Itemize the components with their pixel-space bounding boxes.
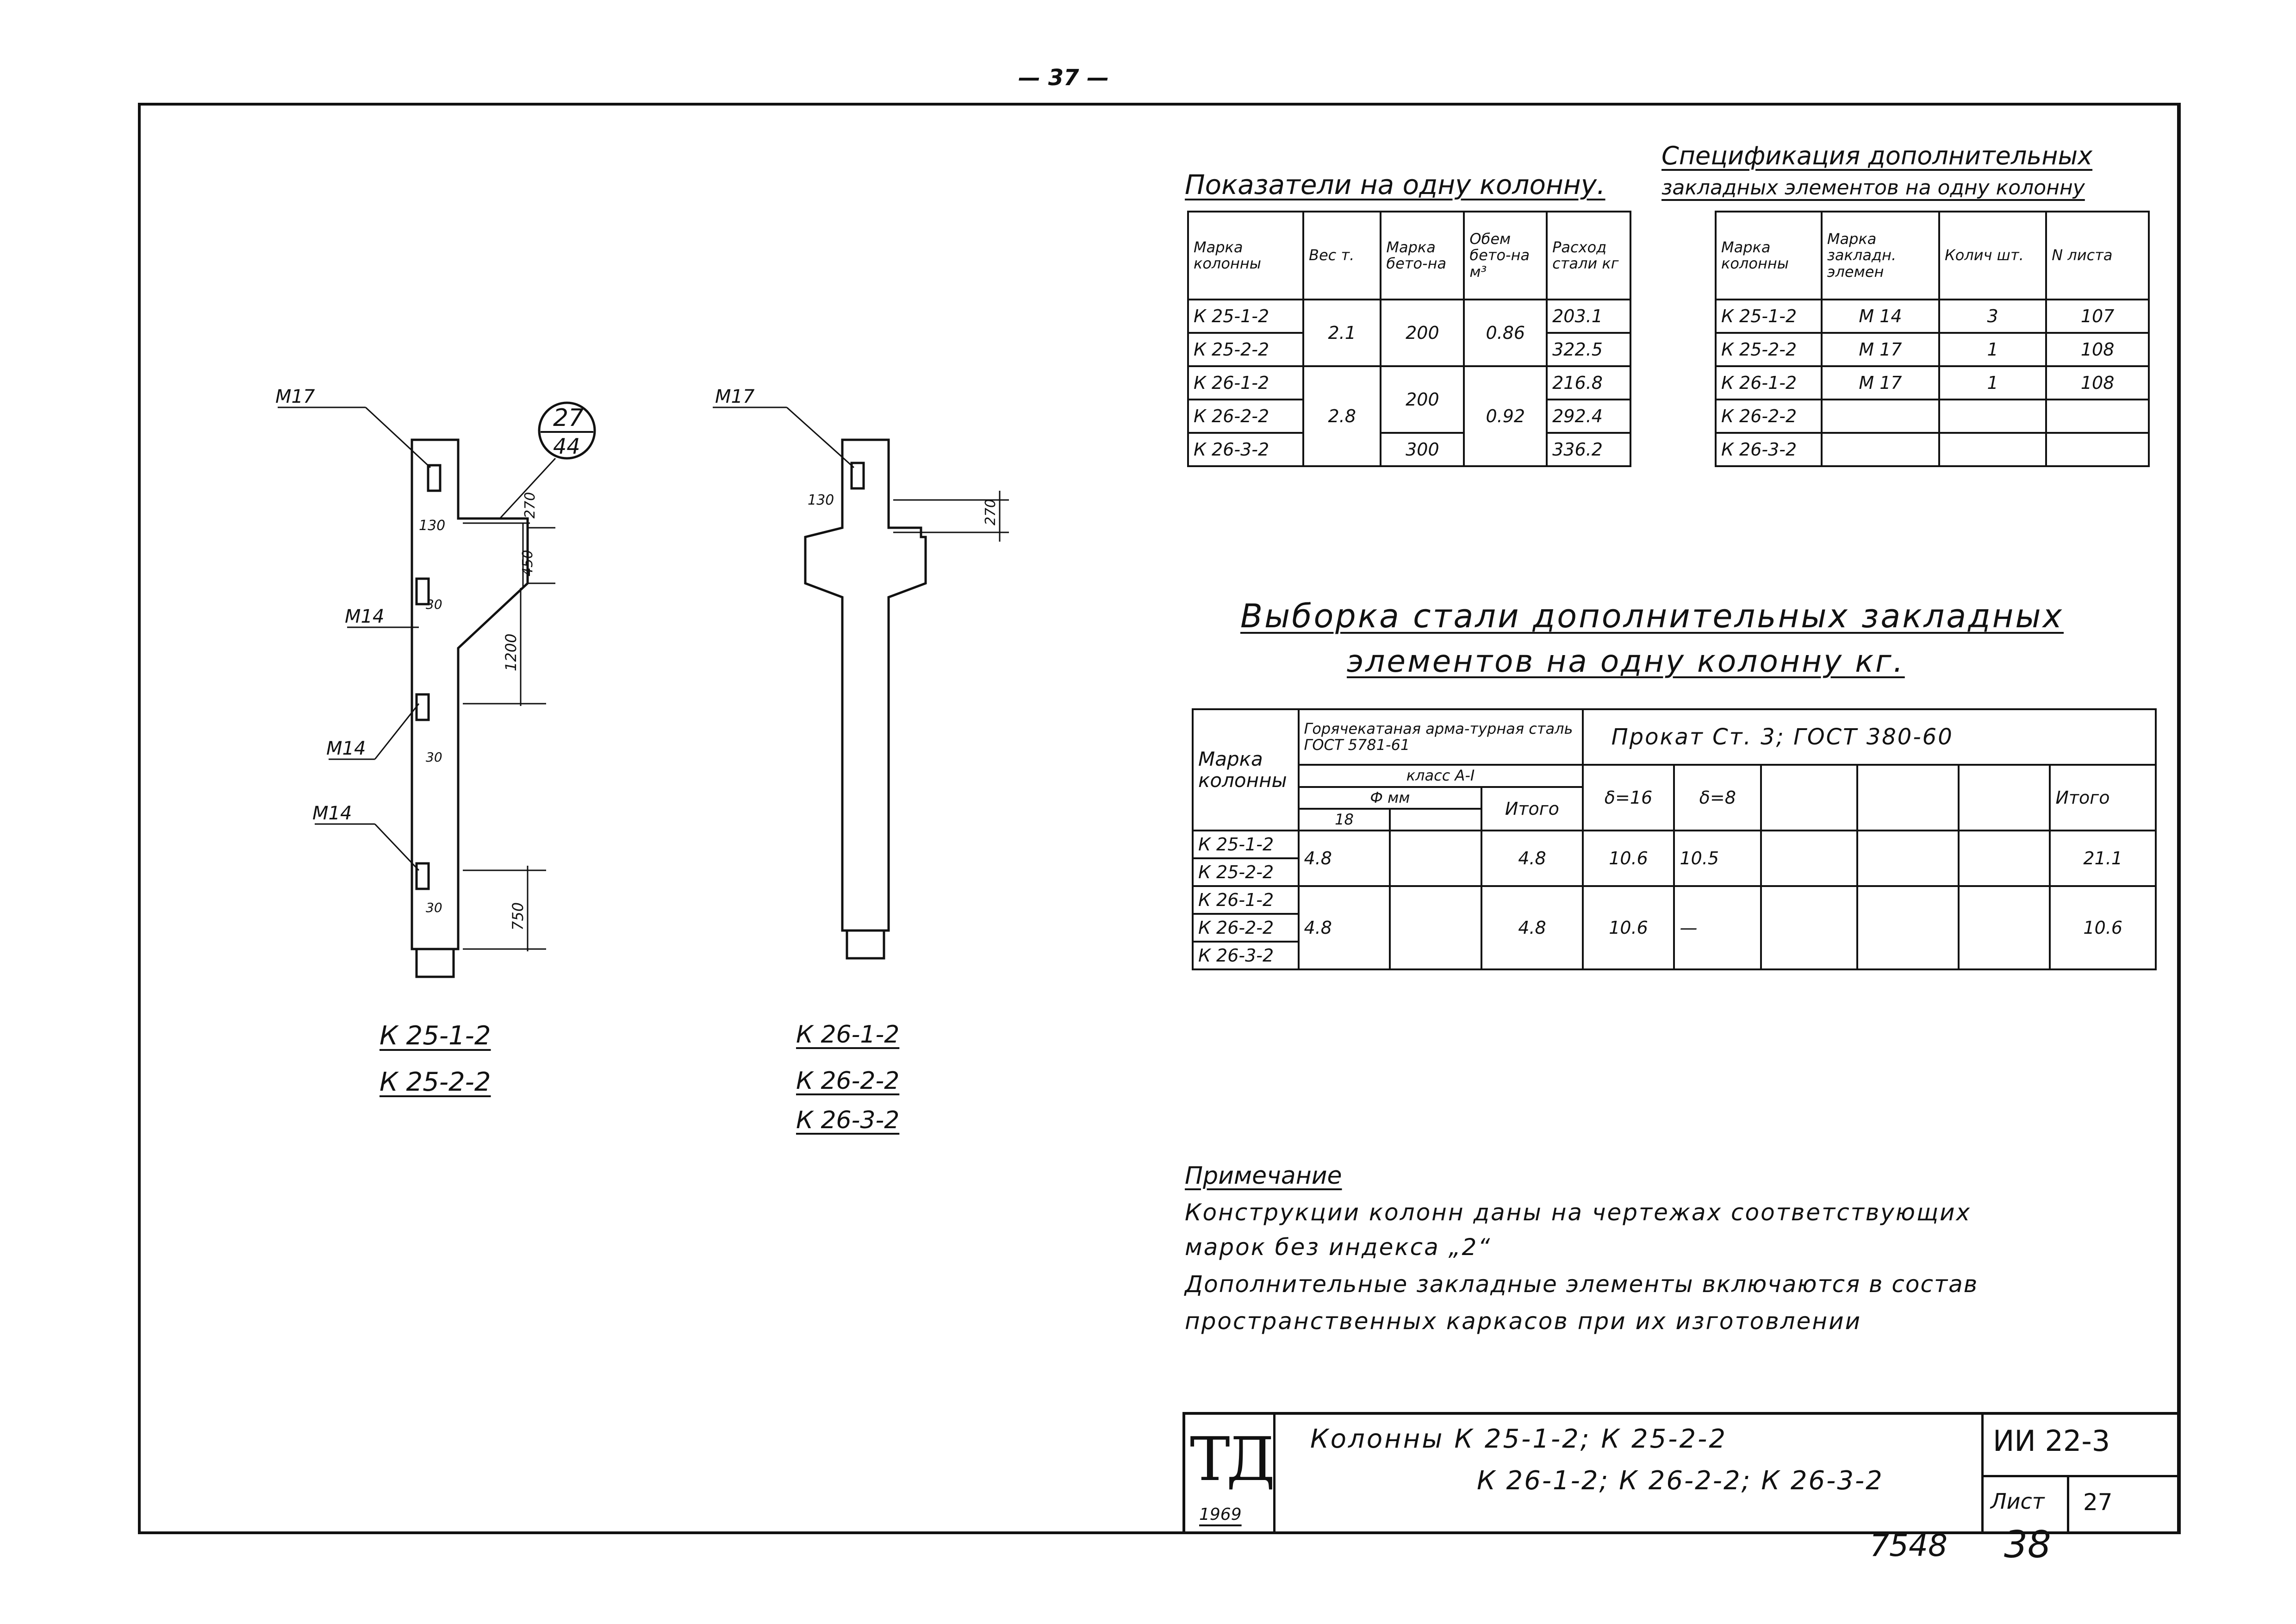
label-m14-c: М14 (312, 803, 352, 824)
sel-header-rolled: Прокат Ст. 3; ГОСТ 380-60 (1583, 709, 2156, 765)
spec-row-sheet (2046, 433, 2149, 466)
ind-row-mark: К 26-2-2 (1188, 400, 1303, 433)
sheet-number: 27 (2083, 1489, 2113, 1516)
spec-row-qty (1939, 433, 2046, 466)
sel-row-mark: К 26-3-2 (1193, 942, 1299, 969)
selection-table (1192, 708, 2157, 970)
label-m14-a: М14 (345, 606, 385, 627)
ind-row-steel: 203.1 (1547, 300, 1630, 333)
spec-title-1: Спецификация дополнительных (1661, 141, 2093, 170)
sel-empty-diameter (1390, 809, 1481, 831)
indicators-table (1187, 211, 1631, 467)
spec-row-mark: К 25-1-2 (1716, 300, 1822, 333)
spec-row-qty: 1 (1939, 333, 2046, 366)
sel-header-rebar: Горячекатаная арма-турная сталь ГОСТ 5781-61 (1299, 709, 1583, 765)
sel-g2-empty (1390, 886, 1481, 969)
selection-title-1: Выборка стали дополнительных закладных (1240, 597, 2064, 635)
callout-bottom: 44 (553, 434, 580, 459)
sel-diameter-label: Ф мм (1299, 787, 1482, 809)
spec-title-2: закладных элементов на одну колонну (1661, 176, 2085, 200)
dim-130-right: 130 (808, 492, 834, 508)
label-m14-b: М14 (326, 738, 366, 759)
caption-k26-2: К 26-2-2 (796, 1067, 900, 1095)
spec-header-qty: Колич шт. (1939, 212, 2046, 300)
dim-30-a: 30 (426, 597, 442, 612)
title-block (1182, 1412, 2178, 1531)
ind-weight-g2: 2.8 (1303, 366, 1381, 466)
spec-row-mark: К 26-2-2 (1716, 400, 1822, 433)
dim-450: 450 (520, 550, 536, 576)
spec-header-mark: Марка колонны (1716, 212, 1822, 300)
note-line-3: Дополнительные закладные элементы включаются в состав (1185, 1271, 1979, 1298)
sel-g2-e2 (1857, 886, 1958, 969)
indicators-title: Показатели на одну колонну. (1185, 169, 1605, 200)
sel-g1-total: 4.8 (1481, 831, 1582, 886)
spec-row-element (1822, 400, 1939, 433)
sel-diameter-value: 18 (1299, 809, 1390, 831)
ind-header-mark: Марка колонны (1188, 212, 1303, 300)
spec-row-sheet: 107 (2046, 300, 2149, 333)
title-block-logo-cell (1185, 1415, 1276, 1531)
spec-row-qty: 1 (1939, 366, 2046, 400)
ind-row-mark: К 25-1-2 (1188, 300, 1303, 333)
sel-total-label: Итого (1481, 787, 1582, 831)
ind-header-concrete: Марка бето-на (1381, 212, 1464, 300)
note-line-4: пространственных каркасов при их изготовлении (1185, 1308, 1862, 1335)
dim-1200: 1200 (502, 633, 520, 671)
sel-header-mark: Марка колонны (1193, 709, 1299, 831)
sel-row-mark: К 25-1-2 (1193, 831, 1299, 858)
spec-row-element: М 17 (1822, 366, 1939, 400)
caption-k25-1: К 25-1-2 (380, 1021, 491, 1051)
spec-row-element: М 14 (1822, 300, 1939, 333)
sel-empty-col-1 (1761, 765, 1857, 831)
ind-concrete-g1: 200 (1381, 300, 1464, 366)
title-line-2: К 26-1-2; К 26-2-2; К 26-3-2 (1477, 1466, 1884, 1496)
sel-rolled-total-label: Итого (2050, 765, 2156, 831)
spec-row-element: М 17 (1822, 333, 1939, 366)
spec-row-mark: К 25-2-2 (1716, 333, 1822, 366)
callout-top: 27 (553, 404, 584, 432)
ind-header-weight: Вес т. (1303, 212, 1381, 300)
footer-number-2: 38 (2004, 1523, 2051, 1566)
sel-g2-d18: 4.8 (1299, 886, 1390, 969)
sel-g2-e3 (1959, 886, 2050, 969)
spec-row-mark: К 26-1-2 (1716, 366, 1822, 400)
sel-empty-col-3 (1959, 765, 2050, 831)
dim-30-c: 30 (426, 900, 442, 915)
sel-row-mark: К 26-1-2 (1193, 886, 1299, 914)
spec-header-element: Марка закладн. элемен (1822, 212, 1939, 300)
dim-130: 130 (419, 518, 446, 534)
sel-thick8: δ=8 (1674, 765, 1761, 831)
ind-header-volume: Обем бето-на м³ (1464, 212, 1547, 300)
selection-title-2: элементов на одну колонну кг. (1347, 643, 1905, 679)
sel-g1-t16: 10.6 (1583, 831, 1674, 886)
column-drawings (0, 0, 1064, 1157)
ind-header-steel: Расход стали кг (1547, 212, 1630, 300)
sel-g1-t8: 10.5 (1674, 831, 1761, 886)
ind-row-steel: 336.2 (1547, 433, 1630, 466)
note-line-2: марок без индекса „2“ (1185, 1234, 1492, 1261)
dim-270: 270 (522, 492, 538, 518)
footer-number-1: 7548 (1870, 1528, 1948, 1563)
sel-row-mark: К 25-2-2 (1193, 858, 1299, 886)
sel-g2-t16: 10.6 (1583, 886, 1674, 969)
ind-row-mark: К 25-2-2 (1188, 333, 1303, 366)
dim-270-right: 270 (983, 499, 999, 525)
sel-g1-e1 (1761, 831, 1857, 886)
page-number: — 37 — (1018, 65, 1109, 91)
sel-class-label: класс А-I (1299, 765, 1583, 787)
sel-g1-empty (1390, 831, 1481, 886)
spec-row-qty: 3 (1939, 300, 2046, 333)
label-m17-right: М17 (715, 386, 755, 407)
spec-row-element (1822, 433, 1939, 466)
ind-volume-g1: 0.86 (1464, 300, 1547, 366)
spec-row-sheet: 108 (2046, 366, 2149, 400)
spec-row-qty (1939, 400, 2046, 433)
sel-g2-e1 (1761, 886, 1857, 969)
sel-empty-col-2 (1857, 765, 1958, 831)
caption-k26-3: К 26-3-2 (796, 1106, 900, 1134)
sel-g2-total: 4.8 (1481, 886, 1582, 969)
series-cell (1981, 1415, 2180, 1477)
ind-row-steel: 322.5 (1547, 333, 1630, 366)
title-line-1: Колонны К 25-1-2; К 25-2-2 (1310, 1424, 1727, 1454)
sel-g1-e2 (1857, 831, 1958, 886)
note-title: Примечание (1185, 1162, 1342, 1190)
sel-g1-e3 (1959, 831, 2050, 886)
sel-g1-d18: 4.8 (1299, 831, 1390, 886)
sheet-label: Лист (1991, 1489, 2045, 1514)
sel-thick16: δ=16 (1583, 765, 1674, 831)
ind-weight-g1: 2.1 (1303, 300, 1381, 366)
label-m17-left: М17 (275, 386, 315, 407)
spec-header-sheet: N листа (2046, 212, 2149, 300)
ind-row-steel: 216.8 (1547, 366, 1630, 400)
spec-row-sheet: 108 (2046, 333, 2149, 366)
ind-concrete-g2b: 300 (1381, 433, 1464, 466)
year: 1969 (1199, 1505, 1242, 1524)
ind-volume-g2: 0.92 (1464, 366, 1547, 466)
dim-750: 750 (509, 902, 527, 931)
note-line-1: Конструкции колонн даны на чертежах соответствующих (1185, 1199, 1972, 1226)
ind-row-steel: 292.4 (1547, 400, 1630, 433)
caption-k25-2: К 25-2-2 (380, 1067, 491, 1097)
specification-table (1715, 211, 2150, 467)
spec-row-sheet (2046, 400, 2149, 433)
logo: ТД (1190, 1424, 1272, 1494)
ind-row-mark: К 26-1-2 (1188, 366, 1303, 400)
dim-30-b: 30 (426, 750, 442, 765)
sel-g1-rolled-total: 21.1 (2050, 831, 2156, 886)
series-code: ИИ 22-3 (1993, 1424, 2110, 1458)
spec-row-mark: К 26-3-2 (1716, 433, 1822, 466)
ind-row-mark: К 26-3-2 (1188, 433, 1303, 466)
sel-row-mark: К 26-2-2 (1193, 914, 1299, 942)
ind-concrete-g2a: 200 (1381, 366, 1464, 433)
sel-g2-rolled-total: 10.6 (2050, 886, 2156, 969)
sel-g2-t8: — (1674, 886, 1761, 969)
caption-k26-1: К 26-1-2 (796, 1021, 900, 1049)
